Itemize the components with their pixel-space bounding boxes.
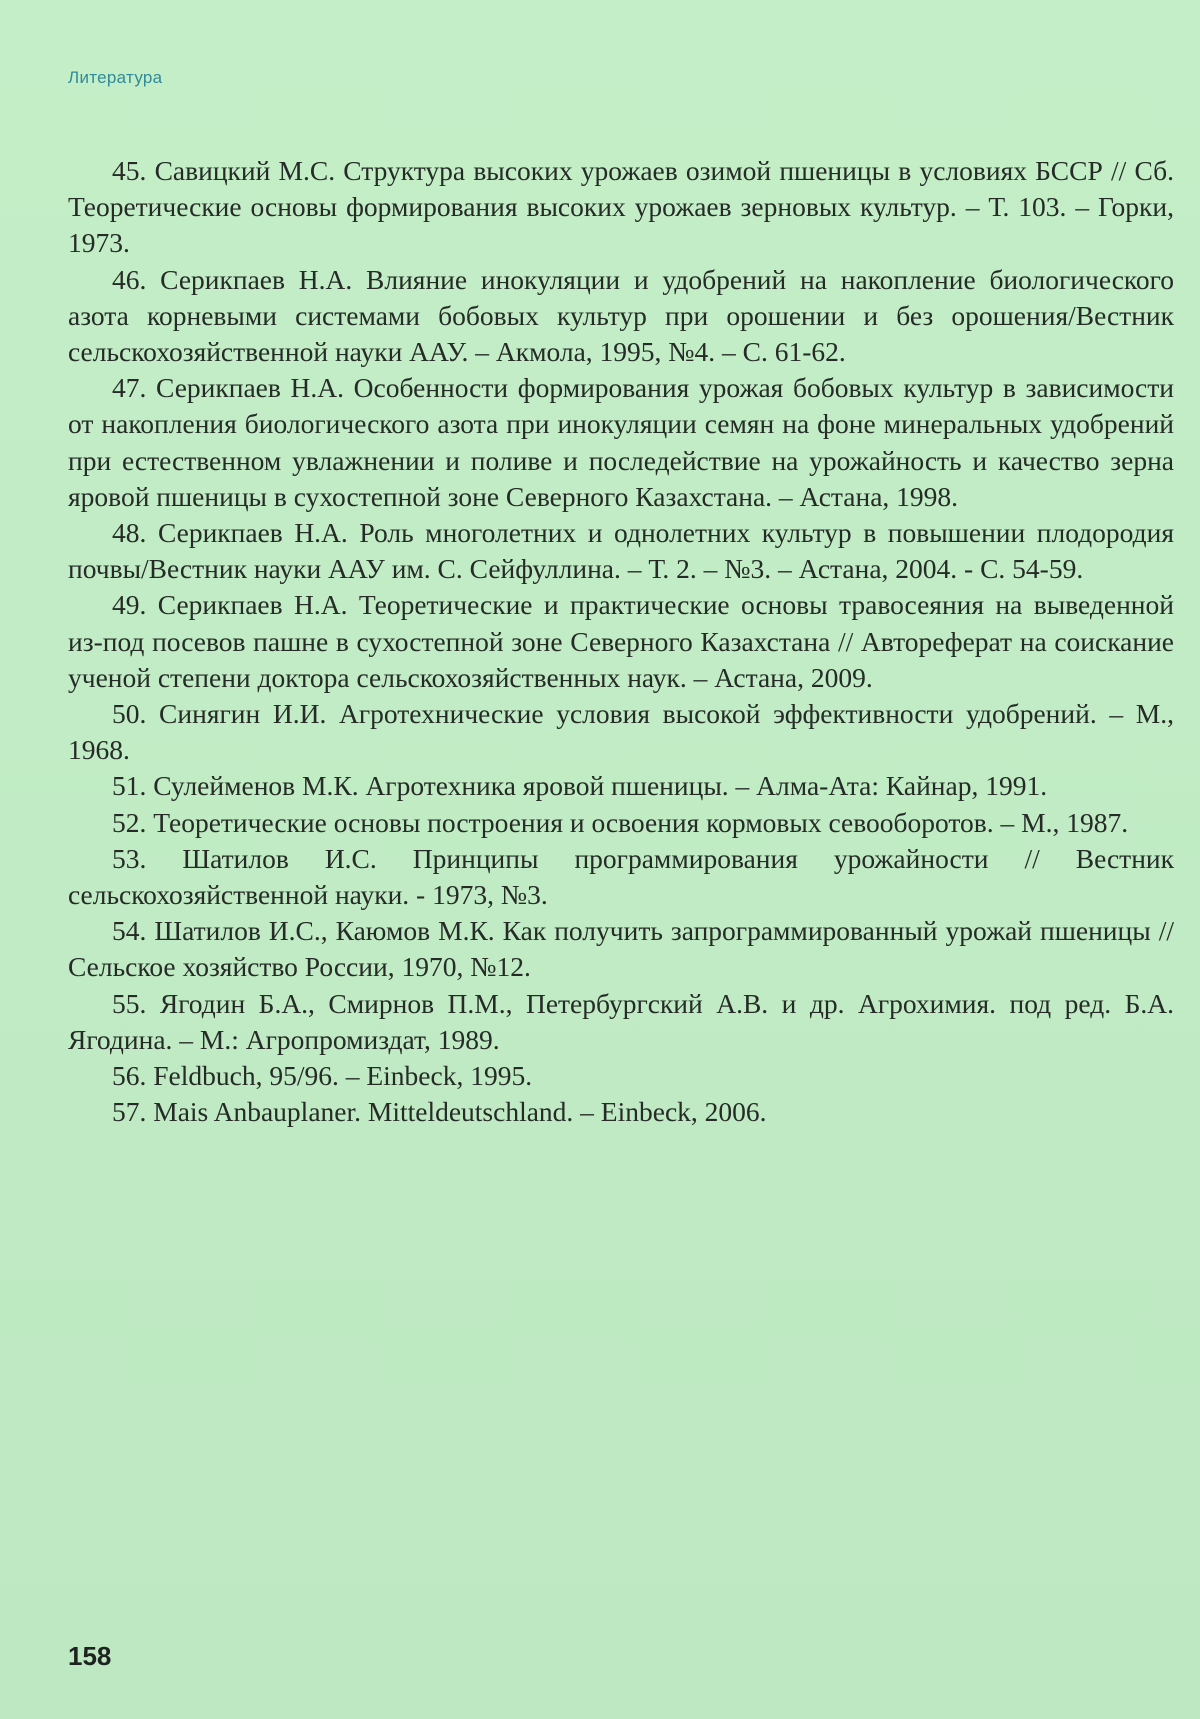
reference-item: 47. Серикпаев Н.А. Особенности формирования урожая бобовых культур в зависимости от накопления биологического азота при инокуляции семян на фоне минеральных удобрений при естественном увлажнении и поливе и последействие на урожайность и качество зерна яровой пшеницы в сухостепной зоне Северного Казахстана. – Астана, 1998. (68, 372, 1174, 512)
reference-item: 57. Mais Anbauplaner. Mitteldeutschland. – Einbeck, 2006. (112, 1096, 767, 1128)
reference-item: 56. Feldbuch, 95/96. – Einbeck, 1995. (112, 1060, 533, 1092)
reference-item: 54. Шатилов И.С., Каюмов М.К. Как получить запрограммированный урожай пшеницы // Сельское хозяйство России, 1970, №12. (68, 915, 1174, 983)
page-number: 158 (68, 1641, 112, 1671)
reference-item: 53. Шатилов И.С. Принципы программирования урожайности // Вестник сельскохозяйственной науки. - 1973, №3. (68, 842, 1174, 911)
reference-item: 50. Синягин И.И. Агротехнические условия высокой эффективности удобрений. – М., 1968. (68, 698, 1174, 766)
reference-item: 49. Серикпаев Н.А. Теоретические и практические основы травосеяния на выведенной из-под посевов пашне в сухостепной зоне Северного Казахстана // Автореферат на соискание ученой степени доктора сельскохозяйственных наук. – Астана, 2009. (68, 589, 1174, 693)
reference-item: 52. Теоретические основы построения и освоения кормовых севооборотов. – М., 1987. (112, 806, 1129, 838)
reference-list (68, 153, 1174, 1130)
reference-item: 45. Савицкий М.С. Структура высоких урожаев озимой пшеницы в условиях БССР // Сб. Теоретические основы формирования высоких урожаев зерновых культур. – Т. 103. – Горки, 1973. (68, 155, 1174, 259)
reference-item: 46. Серикпаев Н.А. Влияние инокуляции и удобрений на накопление биологического азота корневыми системами бобовых культур при орошении и без орошения/Вестник сельскохозяйственной науки ААУ. – Акмола, 1995, №4. – С. 61-62. (68, 263, 1174, 368)
reference-item: 48. Серикпаев Н.А. Роль многолетних и однолетних культур в повышении плодородия почвы/Вестник науки ААУ им. С. Сейфуллина. – Т. 2. – №3. – Астана, 2004. - С. 54-59. (68, 517, 1174, 585)
reference-item: 51. Сулейменов М.К. Агротехника яровой пшеницы. – Алма-Ата: Кайнар, 1991. (112, 770, 1048, 802)
running-title: Литература (68, 68, 163, 87)
reference-item: 55. Ягодин Б.А., Смирнов П.М., Петербургский А.В. и др. Агрохимия. под ред. Б.А. Ягодина. – М.: Агропромиздат, 1989. (68, 987, 1174, 1055)
